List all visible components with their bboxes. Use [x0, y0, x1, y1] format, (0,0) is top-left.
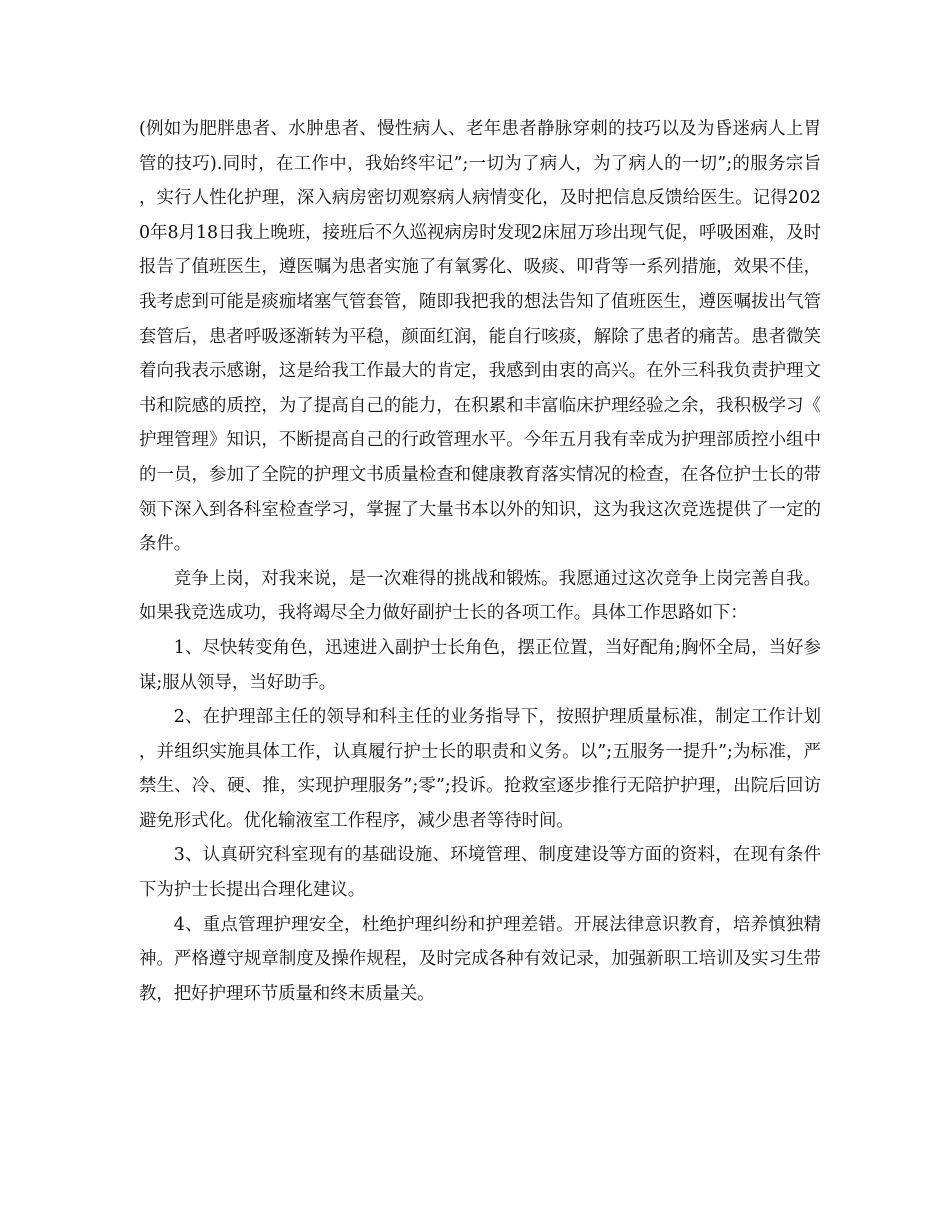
paragraph-intro: 竞争上岗，对我来说，是一次难得的挑战和锻炼。我愿通过这次竞争上岗完善自我。如果我竞选成功，我将竭尽全力做好副护士长的各项工作。具体工作思路如下： — [139, 568, 821, 624]
paragraph-item-1: 1、尽快转变角色，迅速进入副护士长角色，摆正位置，当好配角;胸怀全局，当好参谋;服从领导，当好助手。 — [139, 637, 821, 693]
paragraph-continuation: (例如为肥胖患者、水肿患者、慢性病人、老年患者静脉穿刺的技巧以及为昏迷病人上胃管的技巧).同时，在工作中，我始终牢记”;一切为了病人，为了病人的一切”;的服务宗旨，实行人性化护理，深入病房密切观察病人病情变化，及时把信息反馈给医生。记得2020年8月18日我上晚班，接班后不久巡视病房时发现2床屈万珍出现气促，呼吸困难，及时报告了值班医生，遵医嘱为患者实施了有氧雾化、吸痰、叩背等一系列措施，效果不佳，我考虑到可能是痰痂堵塞气管套管，随即我把我的想法告知了值班医生，遵医嘱拔出气管套管后，患者呼吸逐渐转为平稳，颜面红润，能自行咳痰，解除了患者的痛苦。患者微笑着向我表示感谢，这是给我工作最大的肯定，我感到由衷的高兴。在外三科我负责护理文书和院感的质控，为了提高自己的能力，在积累和丰富临床护理经验之余，我积极学习《护理管理》知识，不断提高自己的行政管理水平。今年五月我有幸成为护理部质控小组中的一员，参加了全院的护理文书质量检查和健康教育落实情况的检查，在各位护士长的带领下深入到各科室检查学习，掌握了大量书本以外的知识，这为我这次竞选提供了一定的条件。 — [139, 119, 821, 555]
paragraph-item-4: 4、重点管理护理安全，杜绝护理纠纷和护理差错。开展法律意识教育，培养慎独精神。严格遵守规章制度及操作规程，及时完成各种有效记录，加强新职工培训及实习生带教，把好护理环节质量和终末质量关。 — [139, 914, 821, 1004]
paragraph-item-3: 3、认真研究科室现有的基础设施、环境管理、制度建设等方面的资料，在现有条件下为护士长提出合理化建议。 — [139, 845, 821, 901]
paragraph-item-2: 2、在护理部主任的领导和科主任的业务指导下，按照护理质量标准，制定工作计划，并组织实施具体工作，认真履行护士长的职责和义务。以”;五服务一提升”;为标准，严禁生、冷、硬、推，实现护理服务”;零”;投诉。抢救室逐步推行无陪护护理，出院后回访避免形式化。优化输液室工作程序，减少患者等待时间。 — [139, 707, 821, 831]
document-page — [139, 112, 821, 1011]
